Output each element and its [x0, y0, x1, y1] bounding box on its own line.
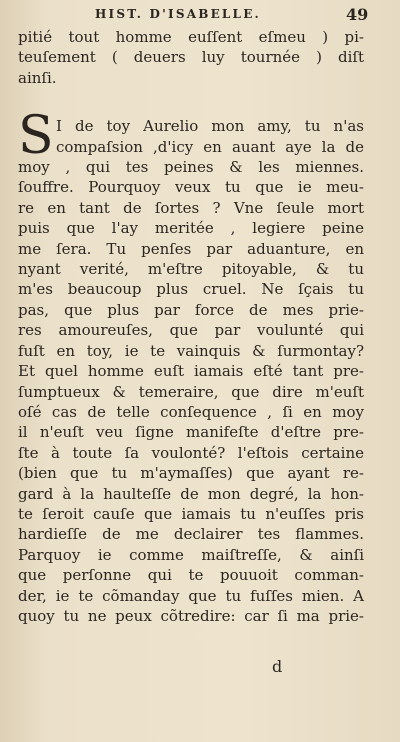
running-head — [0, 5, 400, 25]
text-line: m'es beaucoup plus cruel. Ne ſçais tu — [18, 280, 364, 299]
text-line: ſumptueux & temeraire, que dire m'euſt — [18, 382, 364, 401]
text-line: der, ie te cõmanday que tu fuſſes mien. A — [18, 586, 364, 605]
text-line: teuſement ( deuers luy tournée ) diſt — [18, 48, 364, 67]
text-line: te ſeroit cauſe que iamais tu n'euſſes pris — [18, 504, 364, 523]
text-block — [18, 27, 364, 626]
page-number: 49 — [346, 5, 369, 24]
text-line: oſé cas de telle conſequence , ſi en moy — [18, 402, 364, 421]
text-line: Parquoy ie comme maiſtreſſe, & ainſi — [18, 545, 364, 564]
text-line: me ſera. Tu penſes par aduanture, en — [18, 239, 364, 258]
text-line: que perſonne qui te pouuoit comman- — [18, 566, 364, 585]
text-line: compaſsion ,d'icy en auant aye la de — [56, 137, 364, 156]
text-line: quoy tu ne peux cõtredire: car ſi ma prie- — [18, 606, 364, 625]
text-line: (bien que tu m'aymaſſes) que ayant re- — [18, 464, 364, 483]
text-line: ſouffre. Pourquoy veux tu que ie meu- — [18, 178, 364, 197]
drop-cap: S — [18, 106, 54, 167]
text-line: puis que l'ay meritée , legiere peine — [18, 219, 364, 238]
text-line: pitié tout homme euſſent eſmeu ) pi- — [18, 28, 364, 46]
catchword: d — [272, 657, 283, 676]
text-line: pas, que plus par force de mes prie- — [18, 300, 364, 319]
running-title: HIST. D'ISABELLE. — [95, 7, 261, 21]
paragraph-continuation — [18, 27, 364, 88]
text-line: re en tant de ſortes ? Vne ſeule mort — [18, 198, 364, 217]
text-line: il n'euſt veu ſigne manifeſte d'eſtre pre- — [18, 423, 364, 442]
text-line: moy , qui tes peines & les miennes. — [18, 158, 364, 177]
text-line: hardieſſe de me declairer tes flammes. — [18, 525, 364, 544]
text-line: I de toy Aurelio mon amy, tu n'as — [56, 117, 364, 136]
text-line: Et quel homme euſt iamais eſté tant pre- — [18, 362, 364, 381]
text-line: ainſi. — [18, 68, 57, 87]
text-line: nyant verité, m'eſtre pitoyable, & tu — [18, 260, 364, 279]
paragraph-gap — [18, 88, 364, 116]
text-line: res amoureuſes, que par voulunté qui — [18, 321, 364, 340]
text-line: gard à la haulteſſe de mon degré, la hon- — [18, 484, 364, 503]
paragraph-speech — [18, 106, 364, 626]
text-line: ſte à toute ſa voulonté? l'eſtois certaine — [18, 443, 364, 462]
text-line: fuſt en toy, ie te vainquis & ſurmontay? — [18, 341, 364, 360]
